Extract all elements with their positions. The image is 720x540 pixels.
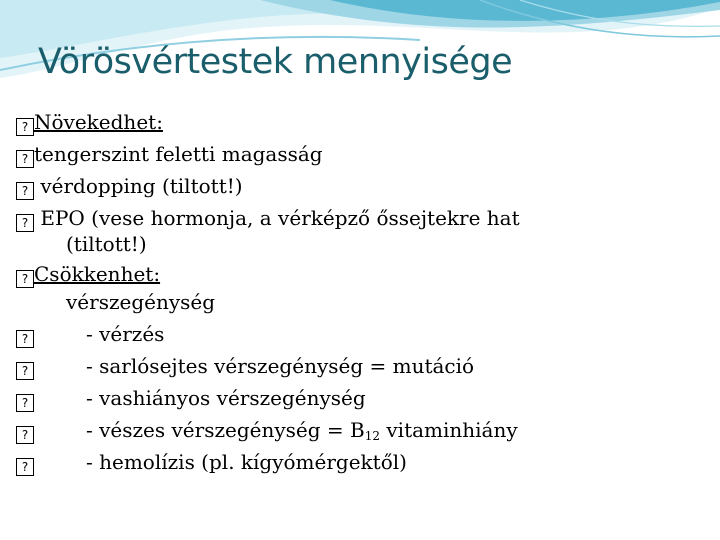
blood-doping-text: vérdopping (tiltott!) [34,174,243,198]
pernicious-text: - vészes vérszegénység = B [86,418,365,442]
epo-continuation [66,230,147,258]
bleeding-text: - vérzés [86,322,165,346]
list-item-blood-doping [16,172,243,200]
altitude-text: tengerszint feletti magasság [34,142,323,166]
list-item-sickle-cell [16,352,474,380]
list-item-hemolysis [16,448,407,476]
epo-text-line1: EPO (vese hormonja, a vérképző őssejtekre hat [34,206,520,230]
sickle-cell-text: - sarlósejtes vérszegénység = mutáció [86,354,475,378]
missing-glyph-icon: ? [16,214,34,232]
missing-glyph-icon: ? [16,330,34,348]
list-item-epo [16,204,520,232]
list-item-bleeding [16,320,164,348]
slide-title: Vörösvértestek mennyisége [38,42,513,82]
list-item-increase [16,108,163,136]
hemolysis-text: - hemolízis (pl. kígyómérgektől) [86,450,407,474]
pernicious-suffix: vitaminhiány [380,418,518,442]
missing-glyph-icon: ? [16,270,34,288]
list-item-altitude [16,140,323,168]
increase-heading: Növekedhet: [34,110,163,134]
missing-glyph-icon: ? [16,426,34,444]
missing-glyph-icon: ? [16,118,34,136]
missing-glyph-icon: ? [16,362,34,380]
missing-glyph-icon: ? [16,394,34,412]
decrease-heading: Csökkenhet: [34,262,161,286]
epo-text-line2: (tiltott!) [66,232,147,256]
list-item-decrease [16,260,160,288]
list-item-iron-deficiency [16,384,366,412]
pernicious-subscript: 12 [364,429,381,443]
anemia-text: vérszegénység [66,290,216,314]
iron-deficiency-text: - vashiányos vérszegénység [86,386,366,410]
missing-glyph-icon: ? [16,150,34,168]
list-item-pernicious [16,416,518,444]
missing-glyph-icon: ? [16,458,34,476]
anemia-label [66,288,215,316]
missing-glyph-icon: ? [16,182,34,200]
